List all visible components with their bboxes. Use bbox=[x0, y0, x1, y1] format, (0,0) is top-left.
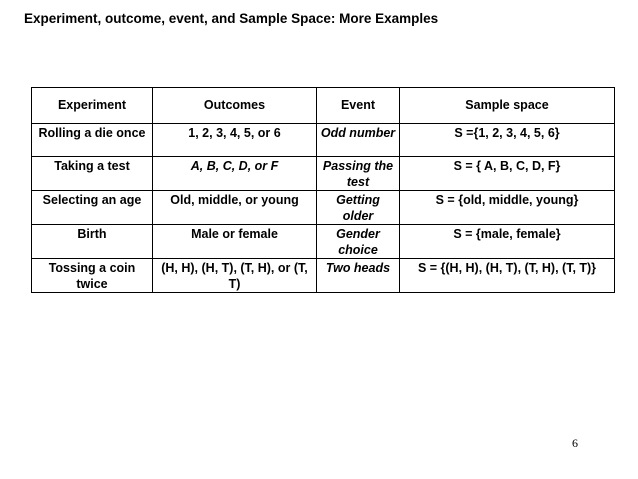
table-row bbox=[32, 259, 615, 293]
cell-event: Passing the test bbox=[317, 157, 400, 191]
cell-event: Gender choice bbox=[317, 225, 400, 259]
table-header-row bbox=[32, 88, 615, 124]
cell-event: Getting older bbox=[317, 191, 400, 225]
examples-table-container bbox=[31, 87, 614, 293]
slide-title: Experiment, outcome, event, and Sample Space: More Examples bbox=[24, 11, 439, 26]
examples-table bbox=[31, 87, 615, 293]
cell-event: Two heads bbox=[317, 259, 400, 293]
cell-outcomes: 1, 2, 3, 4, 5, or 6 bbox=[153, 124, 317, 157]
table-row bbox=[32, 124, 615, 157]
cell-experiment: Selecting an age bbox=[32, 191, 153, 225]
header-event: Event bbox=[317, 88, 400, 124]
header-outcomes: Outcomes bbox=[153, 88, 317, 124]
cell-outcomes: Old, middle, or young bbox=[153, 191, 317, 225]
table-row bbox=[32, 191, 615, 225]
cell-experiment: Birth bbox=[32, 225, 153, 259]
cell-sample-space: S = {male, female} bbox=[400, 225, 615, 259]
cell-sample-space: S = { A, B, C, D, F} bbox=[400, 157, 615, 191]
cell-sample-space: S = {(H, H), (H, T), (T, H), (T, T)} bbox=[400, 259, 615, 293]
header-sample-space: Sample space bbox=[400, 88, 615, 124]
cell-experiment: Taking a test bbox=[32, 157, 153, 191]
cell-experiment: Rolling a die once bbox=[32, 124, 153, 157]
cell-experiment: Tossing a coin twice bbox=[32, 259, 153, 293]
cell-outcomes: (H, H), (H, T), (T, H), or (T, T) bbox=[153, 259, 317, 293]
cell-sample-space: S ={1, 2, 3, 4, 5, 6} bbox=[400, 124, 615, 157]
cell-event: Odd number bbox=[317, 124, 400, 157]
page-number: 6 bbox=[572, 436, 578, 450]
table-row bbox=[32, 157, 615, 191]
cell-outcomes: Male or female bbox=[153, 225, 317, 259]
table-row bbox=[32, 225, 615, 259]
cell-outcomes: A, B, C, D, or F bbox=[153, 157, 317, 191]
header-experiment: Experiment bbox=[32, 88, 153, 124]
cell-sample-space: S = {old, middle, young} bbox=[400, 191, 615, 225]
